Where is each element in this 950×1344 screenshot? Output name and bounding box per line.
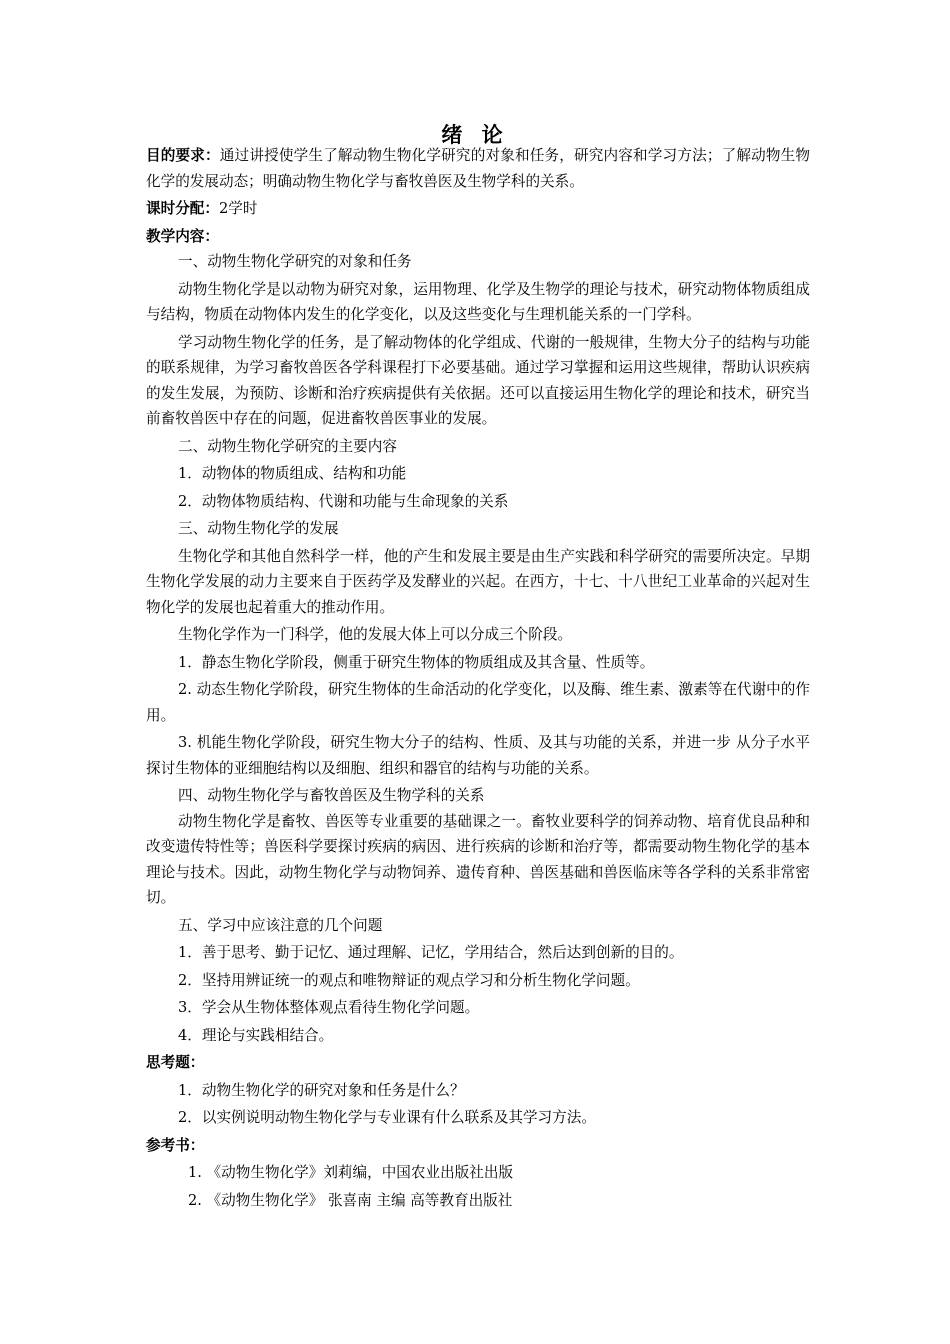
page-title: 绪 论 — [441, 122, 509, 147]
paragraph: 动物生物化学是畜牧、兽医等专业重要的基础课之一。畜牧业要科学的饲养动物、培育优良品种和改变遗传特性等；兽医科学要探讨疾病的病因、进行疾病的诊断和治疗等，都需要动物生物化学的基本理论与技术。因此，动物生物化学与动物饲养、遗传育种、兽医基础和兽医临床等各学科的关系非常密切。 — [146, 812, 810, 906]
reference-item: 2. 《动物生物化学》 张喜南 主编 高等教育出版社 — [188, 1191, 513, 1209]
paragraph: 学习动物生物化学的任务，是了解动物体的化学组成、代谢的一般规律，生物大分子的结构与功能的联系规律，为学习畜牧兽医各学科课程打下必要基础。通过学习掌握和运用这些规律，帮助认识疾病的发生发展，为预防、诊断和治疗疾病提供有关依据。还可以直接运用生物化学的理论和技术，研究当前畜牧兽医中存在的问题，促进畜牧兽医事业的发展。 — [146, 333, 810, 427]
reference-item: 1. 《动物生物化学》刘莉编，中国农业出版社出版 — [188, 1164, 514, 1181]
section-heading: 四、动物生物化学与畜牧兽医及生物学科的关系 — [178, 787, 485, 804]
objectives-paragraph — [146, 143, 810, 194]
paragraph: 动物生物化学是以动物为研究对象，运用物理、化学及生物学的理论与技术，研究动物体物质组成与结构，物质在动物体内发生的化学变化，以及这些变化与生理机能关系的一门学科。 — [146, 280, 810, 323]
document-body — [146, 143, 810, 1213]
list-item: 2．坚持用辨证统一的观点和唯物辩证的观点学习和分析生物化学问题。 — [178, 971, 640, 989]
objectives-label: 目的要求： — [146, 147, 220, 164]
paragraph: 生物化学作为一门科学，他的发展大体上可以分成三个阶段。 — [178, 626, 573, 643]
paragraph: 生物化学和其他自然科学一样，他的产生和发展主要是由生产实践和科学研究的需要所决定。早期生物化学发展的动力主要来自于医药学及发酵业的兴起。在西方，十七、十八世纪工业革命的兴起对生物化学的发展也起着重大的推动作用。 — [146, 547, 810, 616]
questions-label: 思考题： — [146, 1054, 205, 1071]
list-item: 1．动物体的物质组成、结构和功能 — [178, 465, 407, 482]
question-item: 1．动物生物化学的研究对象和任务是什么？ — [178, 1081, 465, 1099]
question-item: 2．以实例说明动物生物化学与专业课有什么联系及其学习方法。 — [178, 1109, 596, 1126]
hours-text: 2学时 — [218, 200, 258, 217]
section-heading: 三、动物生物化学的发展 — [178, 520, 339, 537]
list-item: 3. 机能生物化学阶段，研究生物大分子的结构、性质、及其与功能的关系，并进一步 从分子水平探讨生物体的亚细胞结构以及细胞、组织和器官的结构与功能的关系。 — [146, 734, 810, 777]
hours-line — [146, 196, 810, 222]
section-heading: 一、动物生物化学研究的对象和任务 — [178, 253, 412, 270]
references-label: 参考书： — [146, 1136, 205, 1154]
list-item: 2．动物体物质结构、代谢和功能与生命现象的关系 — [178, 492, 509, 510]
section-heading: 二、动物生物化学研究的主要内容 — [178, 437, 397, 455]
content-label: 教学内容： — [146, 227, 219, 245]
list-item: 4．理论与实践相结合。 — [178, 1026, 334, 1044]
list-item: 1．静态生物化学阶段，侧重于研究生物体的物质组成及其含量、性质等。 — [178, 653, 655, 671]
section-heading: 五、学习中应该注意的几个问题 — [178, 916, 383, 934]
list-item: 1．善于思考、勤于记忆、通过理解、记忆，学用结合，然后达到创新的目的。 — [178, 944, 684, 961]
list-item: 3．学会从生物体整体观点看待生物化学问题。 — [178, 999, 480, 1016]
list-item: 2. 动态生物化学阶段，研究生物体的生命活动的化学变化，以及酶、维生素、激素等在代谢中的作用。 — [146, 681, 810, 724]
hours-label: 课时分配： — [146, 200, 219, 217]
objectives-text: 通过讲授使学生了解动物生物化学研究的对象和任务，研究内容和学习方法；了解动物生物化学的发展动态；明确动物生物化学与畜牧兽医及生物学科的关系。 — [146, 147, 810, 190]
